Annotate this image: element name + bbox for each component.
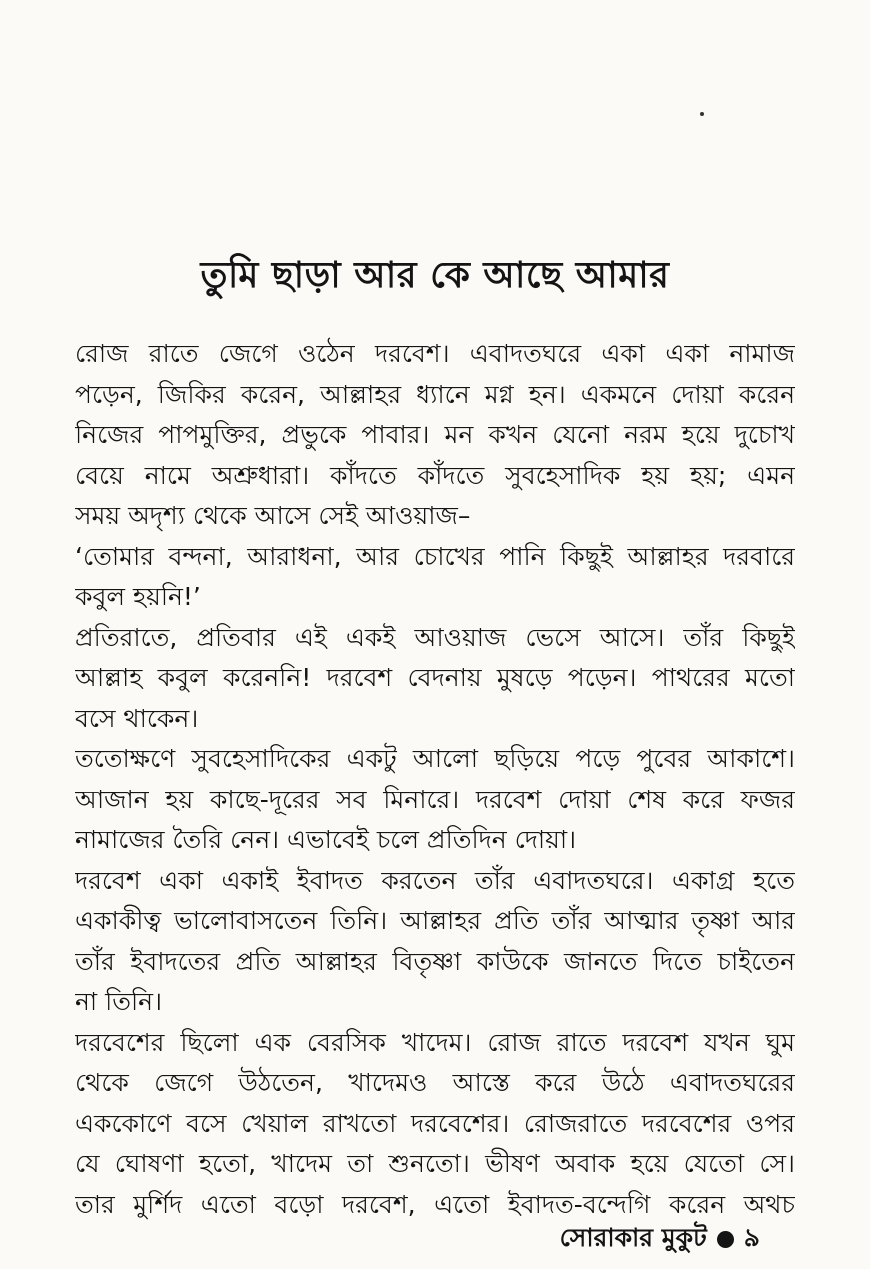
ink-speck [700,112,704,116]
text-line: পড়েন, জিকির করেন, আল্লাহর ধ্যানে মগ্ন হন। একমনে দোয়া করেন [75,379,795,409]
text-line: ‘তোমার বন্দনা, আরাধনা, আর চোখের পানি কিছুই আল্লাহর দরবারে [75,541,795,571]
text-line: এককোণে বসে খেয়াল রাখতো দরবেশের। রোজরাতে দরবেশের ওপর [75,1108,795,1138]
body-text [75,334,795,1225]
text-line: সময় অদৃশ্য থেকে আসে সেই আওয়াজ– [75,501,471,530]
text-line: একাকীত্ব ভালোবাসতেন তিনি। আল্লাহর প্রতি তাঁর আত্মার তৃষ্ণা আর [75,906,795,935]
footer-book-title: সোরাকার মুকুট [559,1223,707,1252]
text-line: থেকে জেগে উঠতেন, খাদেমও আস্তে করে উঠে এবাদতঘরের [75,1068,795,1097]
bullet-separator [717,1231,734,1248]
text-line: যে ঘোষণা হতো, খাদেম তা শুনতো। ভীষণ অবাক হয়ে যেতো সে। [75,1149,795,1178]
text-line: কবুল হয়নি!’ [75,582,201,611]
text-line: প্রতিরাতে, প্রতিবার এই একই আওয়াজ ভেসে আসে। তাঁর কিছুই [75,622,795,652]
text-line: আল্লাহ কবুল করেননি! দরবেশ বেদনায় মুষড়ে পড়েন। পাথরের মতো [75,663,795,692]
text-line: দরবেশ একা একাই ইবাদত করতেন তাঁর এবাদতঘরে। একাগ্র হতে [75,865,795,895]
text-line: দরবেশের ছিলো এক বেরসিক খাদেম। রোজ রাতে দরবেশ যখন ঘুম [75,1027,795,1057]
page-footer [560,1218,760,1261]
text-line: বেয়ে নামে অশ্রুধারা। কাঁদতে কাঁদতে সুবহেসাদিক হয় হয়; এমন [75,460,795,490]
text-line: নামাজের তৈরি নেন। এভাবেই চলে প্রতিদিন দোয়া। [75,825,577,854]
text-line: নিজের পাপমুক্তির, প্রভুকে পাবার। মন কখন যেনো নরম হয়ে দুচোখ [75,420,795,449]
text-line: না তিনি। [75,987,163,1016]
text-line: রোজ রাতে জেগে ওঠেন দরবেশ। এবাদতঘরে একা একা নামাজ [75,339,795,368]
text-line: বসে থাকেন। [75,703,199,733]
page-number: ৯ [743,1223,760,1252]
text-line: আজান হয় কাছে-দূরের সব মিনারে। দরবেশ দোয়া শেষ করে ফজর [75,784,795,814]
chapter-title: তুমি ছাড়া আর কে আছে আমার [200,255,670,296]
text-line: ততোক্ষণে সুবহেসাদিকের একটু আলো ছড়িয়ে পড়ে পুবের আকাশে। [75,744,795,773]
text-line: তার মুর্শিদ এতো বড়ো দরবেশ, এতো ইবাদত-বন্দেগি করেন অথচ [75,1189,795,1219]
text-line: তাঁর ইবাদতের প্রতি আল্লাহর বিতৃষ্ণা কাউকে জানতে দিতে চাইতেন [75,946,795,976]
